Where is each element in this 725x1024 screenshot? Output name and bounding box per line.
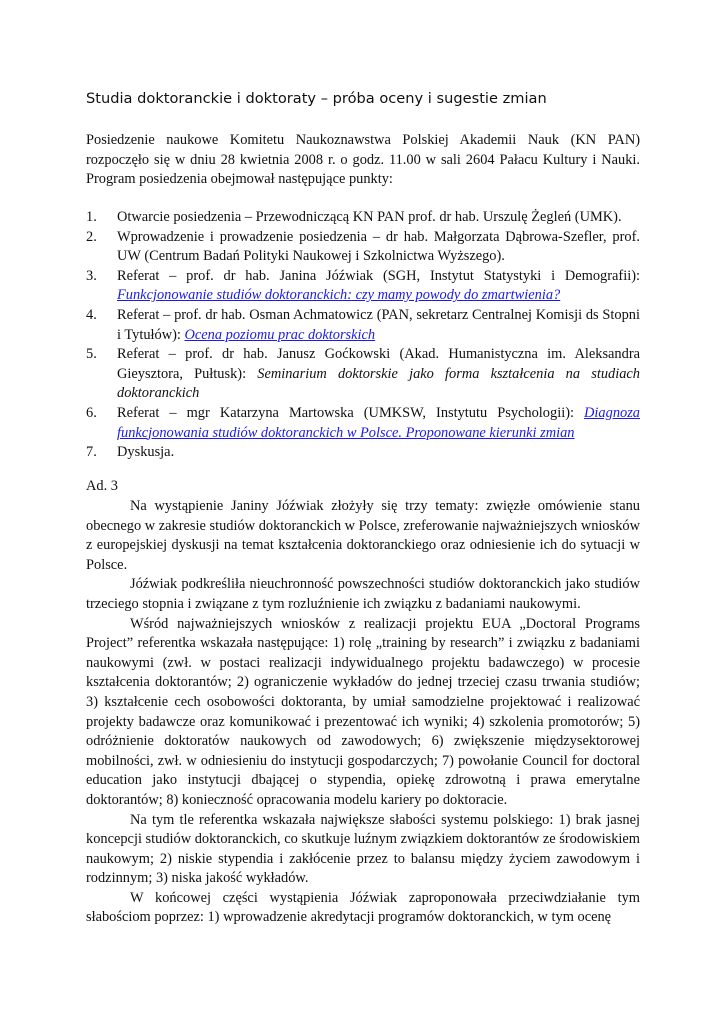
body-paragraph: Jóźwiak podkreśliła nieuchronność powszechności studiów doktoranckich jako studiów trzeciego stopnia i związane z tym rozluźnienie ich związku z badaniami naukowymi.: [86, 576, 640, 612]
agenda-number: 6.: [86, 404, 97, 421]
agenda-text: Otwarcie posiedzenia – Przewodniczącą KN PAN prof. dr hab. Urszulę Żegleń (UMK).: [117, 209, 622, 225]
document-title: Studia doktoranckie i doktoraty – próba oceny i sugestie zmian: [86, 90, 547, 107]
intro-paragraph: Posiedzenie naukowe Komitetu Naukoznawstwa Polskiej Akademii Nauk (KN PAN) rozpoczęło się w dniu 28 kwietnia 2008 r. o godz. 11.00 w sali 2604 Pałacu Kultury i Nauki. Program posiedzenia obejmował następujące punkty:: [86, 132, 640, 188]
agenda-text: Dyskusja.: [117, 444, 175, 461]
body-paragraph: Wśród najważniejszych wniosków z realizacji projektu EUA „Doctoral Programs Project” referentka wskazała następujące: 1) rolę „training by research” i związku z badaniami naukowymi (zwł. w postaci realizacji indywidualnego projektu badawczego) w procesie kształcenia doktorantów; 2) ograniczenie wykładów do jednej trzeciej czasu trwania studiów; 3) kształcenie cech osobowości doktoranta, by umiał samodzielne projektować i realizować projekty badawcze oraz komunikować i prezentować ich wyniki; 4) szkolenia promotorów; 5) odróżnienie doktoratów naukowych od zawodowych; 6) zwiększenie międzysektorowej mobilności, zwł. w odniesieniu do instytucji gospodarczych; 7) powołanie Council for doctoral education jako instytucji dbającej o stypendia, opiekę zdrowotną i prawa emerytalne doktorantów; 8) konieczność opracowania modelu kariery po doktoracie.: [86, 615, 640, 808]
agenda-number: 3.: [86, 267, 97, 284]
body-paragraph: W końcowej części wystąpienia Jóźwiak zaproponowała przeciwdziałanie tym słabościom poprzez: 1) wprowadzenie akredytacji programów doktoranckich, w tym ocenę: [86, 889, 640, 926]
agenda-item: [86, 228, 640, 267]
section-label: Ad. 3: [86, 478, 118, 494]
agenda-list: [86, 208, 640, 463]
agenda-number: 4.: [86, 306, 97, 323]
agenda-item: [86, 267, 640, 306]
agenda-item: [86, 443, 640, 463]
referat-title-gockowski: Seminarium doktorskie jako forma kształcenia na studiach doktoranckich: [117, 365, 640, 402]
agenda-number: 2.: [86, 228, 97, 245]
referat-link-jozwiak[interactable]: Funkcjonowanie studiów doktoranckich: czy mamy powody do zmartwienia?: [117, 287, 561, 304]
section-body: [86, 497, 640, 928]
referat-link-martowska[interactable]: Diagnoza funkcjonowania studiów doktoranckich w Polsce. Proponowane kierunki zmian: [117, 404, 640, 441]
agenda-item: [86, 404, 640, 443]
agenda-number: 1.: [86, 209, 97, 225]
agenda-text: Referat – prof. dr hab. Janusz Goćkowski (Akad. Humanistyczna im. Aleksandra Gieysztora, Pułtusk):: [117, 346, 640, 382]
body-paragraph: Na wystąpienie Janiny Jóźwiak złożyły się trzy tematy: zwięzłe omówienie stanu obecnego w zakresie studiów doktoranckich w Polsce, zreferowanie najważniejszych wniosków z europejskiej dyskusji na temat kształcenia doktoranckiego oraz odniesienie ich do sytuacji w Polsce.: [86, 498, 640, 573]
agenda-text: Referat – prof. dr hab. Janina Jóźwiak (SGH, Instytut Statystyki i Demografii):: [117, 267, 640, 284]
agenda-number: 5.: [86, 346, 97, 363]
agenda-number: 7.: [86, 444, 97, 461]
agenda-text: Referat – mgr Katarzyna Martowska (UMKSW, Instytutu Psychologii):: [117, 404, 585, 421]
body-paragraph: Na tym tle referentka wskazała największe słabości systemu polskiego: 1) brak jasnej koncepcji studiów doktoranckich, co skutkuje luźnym związkiem doktorantów ze środowiskiem naukowym; 2) niskie stypendia i zakłócenie przez to balansu między życiem zawodowym i rodzinnym; 3) niska jakość wykładów.: [86, 811, 640, 887]
agenda-item: [86, 208, 640, 228]
referat-link-achmatowicz[interactable]: Ocena poziomu prac doktorskich: [184, 326, 376, 343]
agenda-text: Referat – prof. dr hab. Osman Achmatowicz (PAN, sekretarz Centralnej Komisji ds Stopni i Tytułów):: [117, 306, 640, 343]
agenda-item: [86, 345, 640, 404]
agenda-item: [86, 306, 640, 345]
agenda-text: Wprowadzenie i prowadzenie posiedzenia – dr hab. Małgorzata Dąbrowa-Szefler, prof. UW (Centrum Badań Polityki Naukowej i Szkolnictwa Wyższego).: [117, 228, 640, 265]
